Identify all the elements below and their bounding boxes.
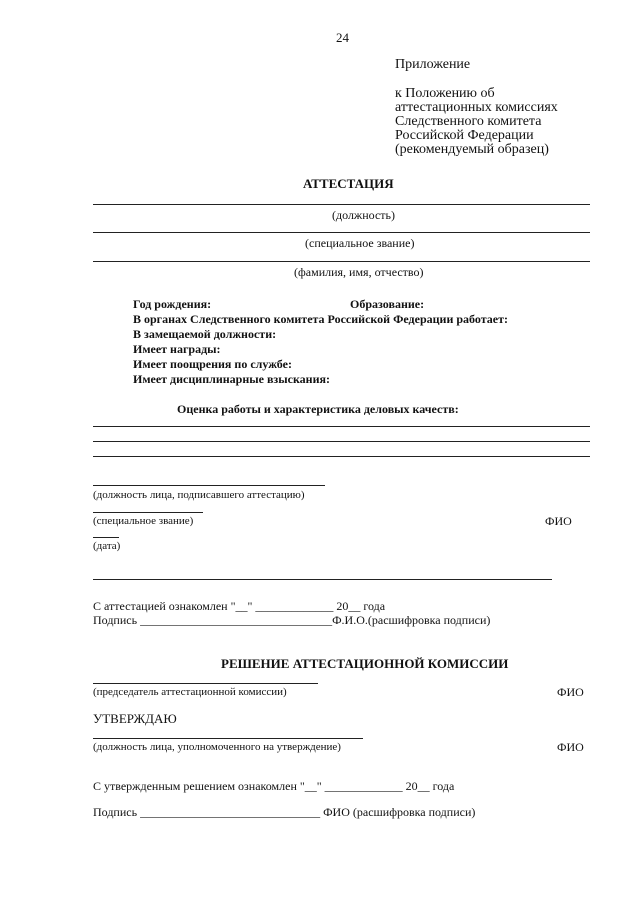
education-label: Образование: [350, 297, 425, 311]
signer-rank-caption: (специальное звание) [93, 515, 194, 527]
date-caption: (дата) [93, 540, 121, 552]
appendix-line: Российской Федерации [395, 128, 534, 143]
appendix-title: Приложение [395, 57, 471, 72]
appendix-line: аттестационных комиссиях [395, 100, 558, 115]
decision-heading: РЕШЕНИЕ АТТЕСТАЦИОННОЙ КОМИССИИ [221, 656, 509, 671]
name-line [93, 261, 590, 262]
evaluation-line [93, 441, 590, 442]
evaluation-line [93, 426, 590, 427]
authorized-fio: ФИО [557, 740, 584, 754]
works-in-label: В органах Следственного комитета Российской Федерации работает: [133, 312, 508, 326]
rank-line [93, 232, 590, 233]
appendix-line: (рекомендуемый образец) [395, 142, 549, 157]
birth-year-label: Год рождения: [133, 297, 212, 311]
approve-label: УТВЕРЖДАЮ [93, 711, 177, 726]
current-position-label: В замещаемой должности: [133, 327, 277, 341]
signer-position-caption: (должность лица, подписавшего аттестацию) [93, 489, 305, 501]
appendix-line: Следственного комитета [395, 114, 542, 129]
decision-acquainted: С утвержденным решением ознакомлен "__" _____________ 20__ года [93, 779, 455, 793]
acquaintance-text: С аттестацией ознакомлен "__" _____________ 20__ года [93, 599, 386, 613]
incentives-label: Имеет поощрения по службе: [133, 357, 292, 371]
signer-fio: ФИО [545, 514, 572, 528]
chair-line [93, 683, 318, 684]
authorized-line [93, 738, 363, 739]
acquaintance-signature: Подпись ________________________________Ф.И.О.(расшифровка подписи) [93, 613, 491, 627]
chair-caption: (председатель аттестационной комиссии) [93, 686, 287, 698]
appendix-block [395, 87, 558, 157]
awards-label: Имеет награды: [133, 342, 221, 356]
page-number: 24 [336, 30, 349, 45]
authorized-caption: (должность лица, уполномоченного на утверждение) [93, 741, 341, 753]
chair-fio: ФИО [557, 685, 584, 699]
position-caption: (должность) [332, 208, 395, 222]
rank-caption: (специальное звание) [305, 236, 415, 250]
evaluation-line [93, 456, 590, 457]
separator-line [93, 579, 552, 580]
date-line [93, 537, 119, 538]
evaluation-heading: Оценка работы и характеристика деловых качеств: [177, 402, 459, 416]
name-caption: (фамилия, имя, отчество) [294, 265, 424, 279]
penalties-label: Имеет дисциплинарные взыскания: [133, 372, 330, 386]
signer-rank-line [93, 512, 203, 513]
decision-signature: Подпись ______________________________ ФИО (расшифровка подписи) [93, 805, 476, 819]
signer-position-line [93, 485, 325, 486]
document-heading: АТТЕСТАЦИЯ [303, 176, 394, 191]
position-line [93, 204, 590, 205]
appendix-line: к Положению об [395, 86, 495, 101]
